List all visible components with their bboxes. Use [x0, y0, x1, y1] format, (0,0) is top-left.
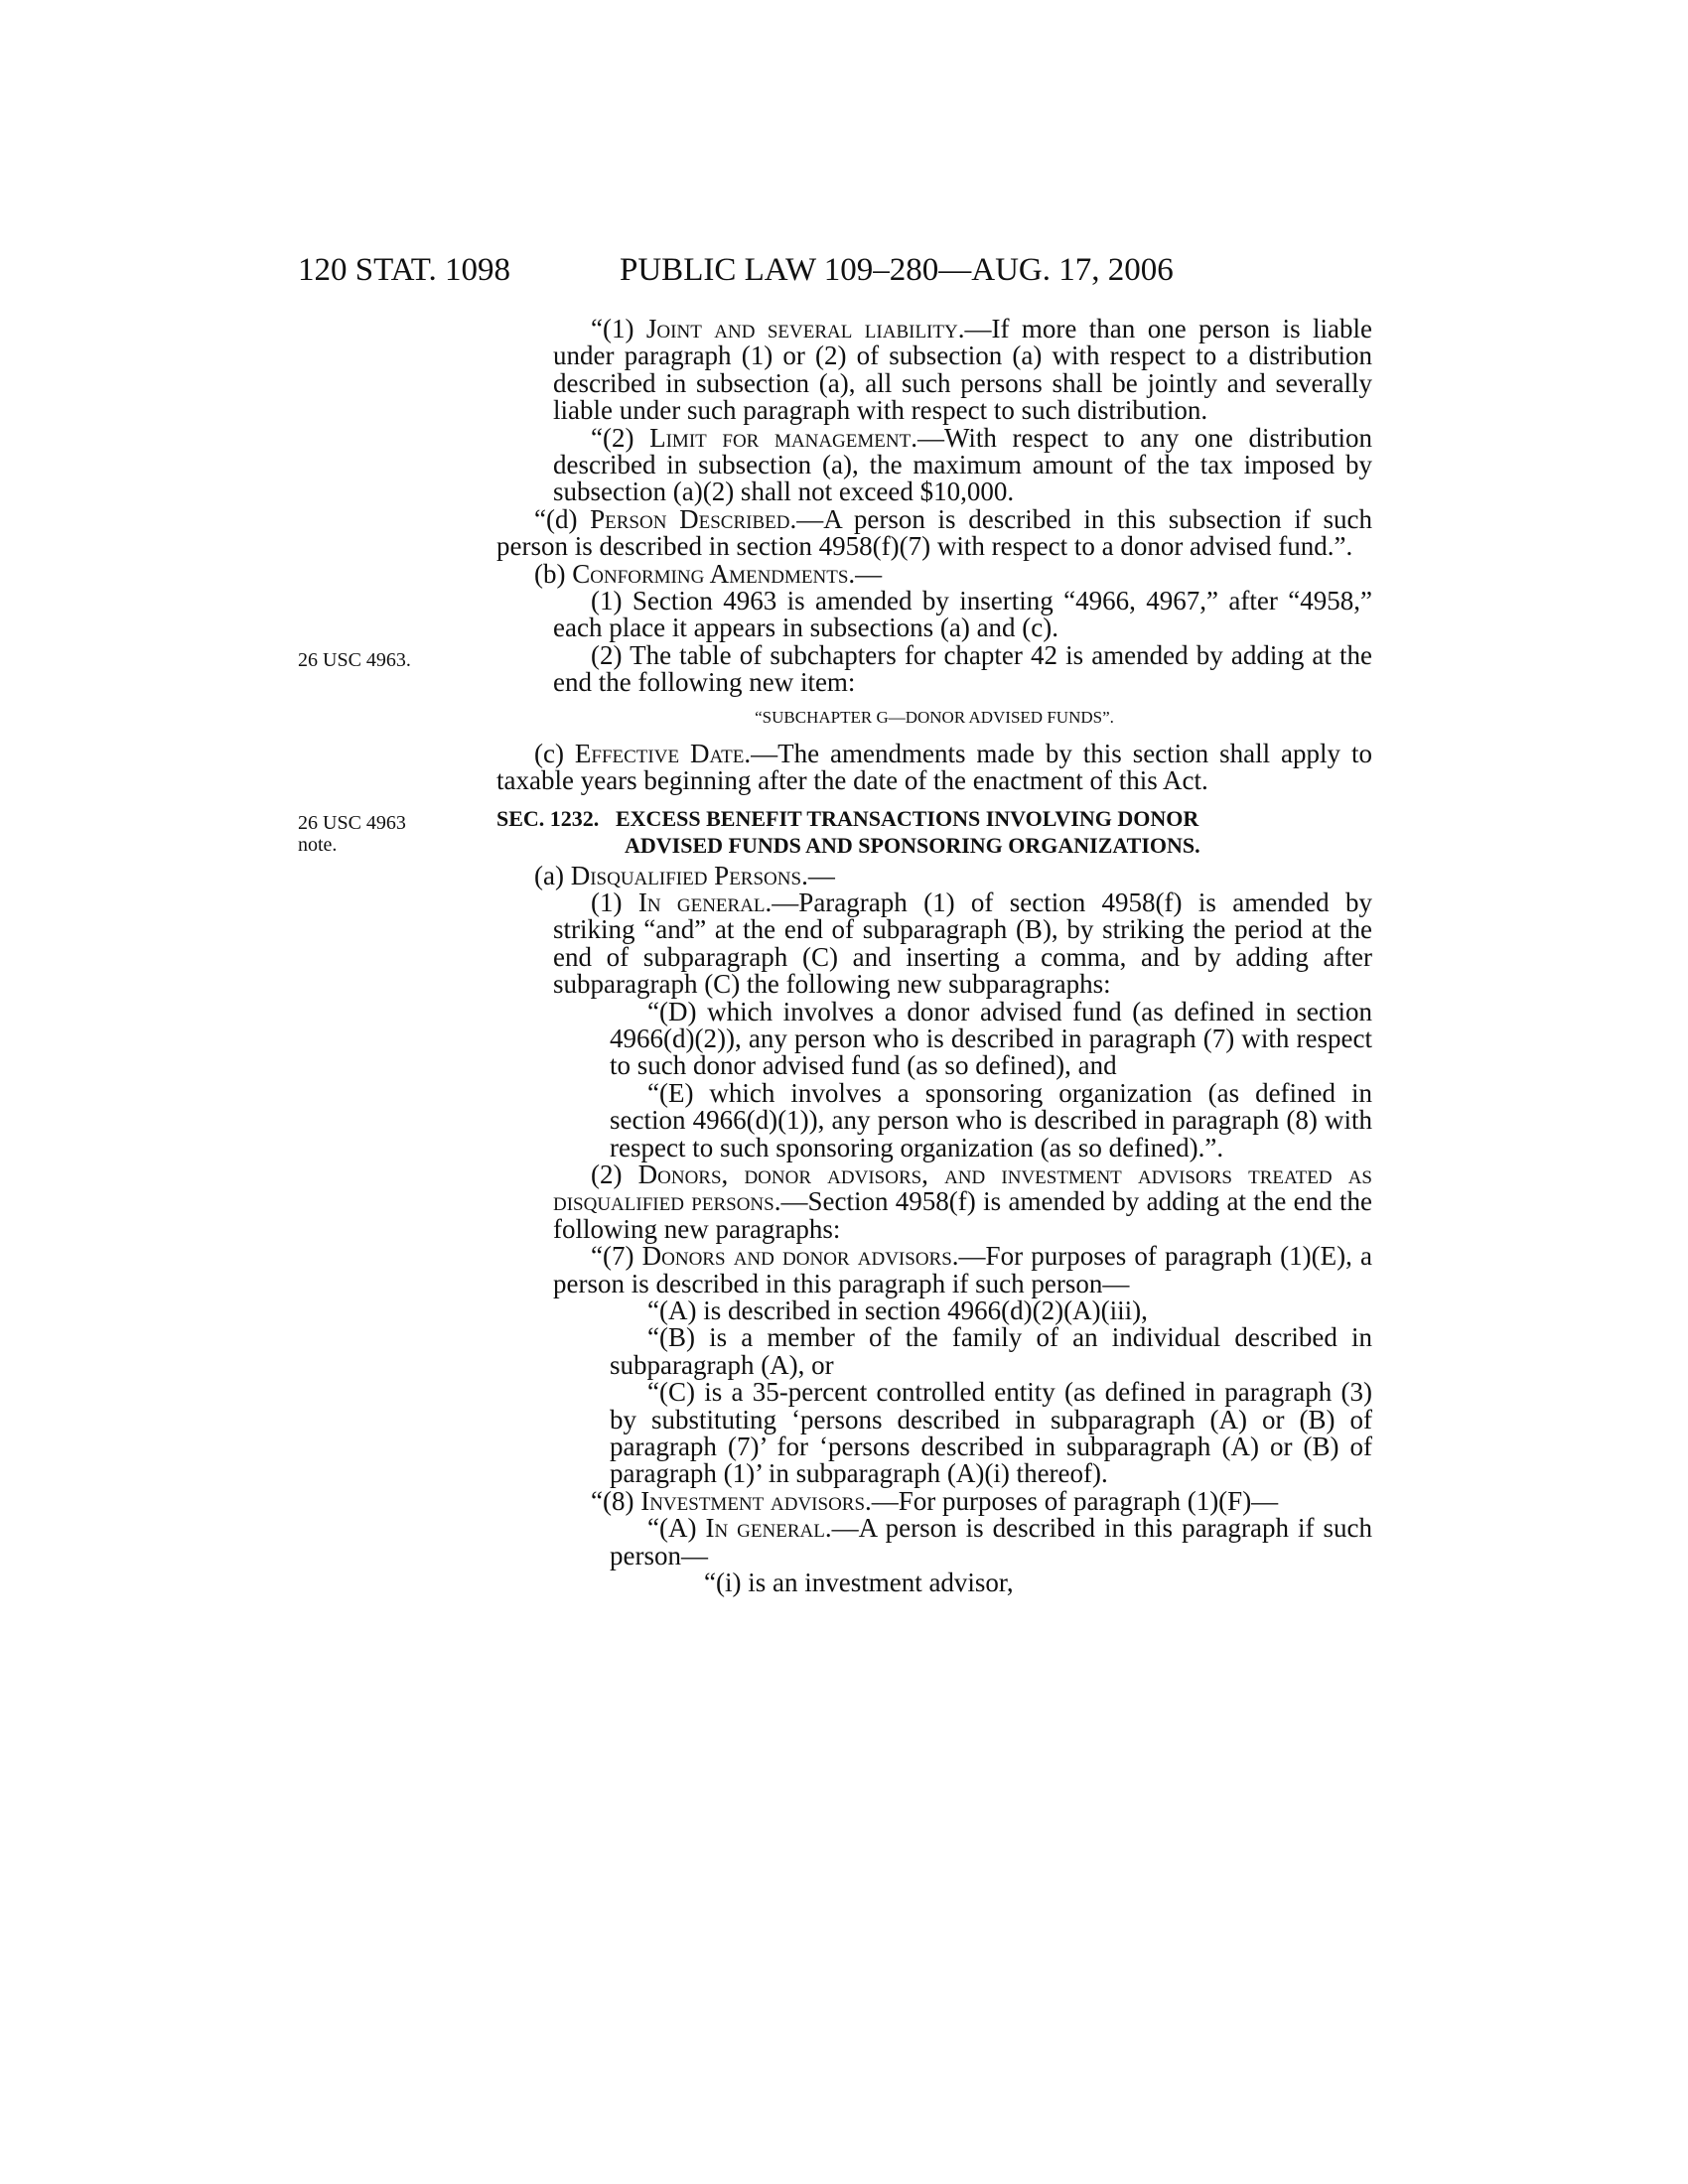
paragraph-donors-advisors-treated: (2) Donors, donor advisors, and investment advisors treated as disqualified persons.—Section 4958(f) is amended by adding at the end the following new paragraphs:: [553, 1159, 1372, 1244]
paragraph-8-investment-advisors: “(8) Investment advisors.—For purposes of paragraph (1)(F)—: [591, 1485, 1279, 1516]
margin-note-usc-4963: 26 USC 4963.: [298, 649, 411, 671]
paragraph-7-donors-and-donor-advisors: “(7) Donors and donor advisors.—For purposes of paragraph (1)(E), a person is described in this paragraph if such person—: [553, 1241, 1372, 1298]
paragraph-person-described: “(d) Person Described.—A person is described in this subsection if such person is described in section 4958(f)(7) with respect to a donor advised fund.”.: [496, 503, 1373, 562]
paragraph-table-of-subchapters: (2) The table of subchapters for chapter 42 is amended by adding at the end the following new item:: [553, 639, 1372, 698]
clause-i-investment-advisor: “(i) is an investment advisor,: [704, 1568, 1014, 1598]
paragraph-in-general: (1) In general.—Paragraph (1) of section 4958(f) is amended by striking “and” at the end of subparagraph (B), by striking the period at the end of subparagraph (C) and inserting a comma, and by adding after subparagraph (C) the following new subparagraphs:: [553, 887, 1373, 1000]
paragraph-conforming-amendments: (b) Conforming Amendments.—: [534, 558, 883, 589]
subparagraph-c-controlled-entity: “(C) is a 35-percent controlled entity (as defined in paragraph (3) by substituting ‘persons described in subparagraph (A) or (B) of paragraph (7)’ for ‘persons described in subparagraph (A) or (B) of paragraph (1)’ in subparagraph (A)(i) thereof).: [610, 1377, 1372, 1489]
paragraph-section-4963-amendment: (1) Section 4963 is amended by inserting “4966, 4967,” after “4958,” each place it appears in subsections (a) and (c).: [553, 586, 1372, 643]
subparagraph-d-donor-advised-fund: “(D) which involves a donor advised fund (as defined in section 4966(d)(2)), any person who is described in paragraph (7) with respect to such donor advised fund (as so defined), and: [610, 996, 1372, 1081]
page-header: [298, 250, 1390, 290]
section-number: SEC. 1232.: [496, 805, 600, 831]
subparagraph-b-family-member: “(B) is a member of the family of an individual described in subparagraph (A), or: [610, 1322, 1372, 1380]
statute-body: [496, 316, 1372, 1596]
new-subchapter-item: “SUBCHAPTER G—DONOR ADVISED FUNDS”.: [755, 707, 1114, 727]
section-title-line-2: ADVISED FUNDS AND SPONSORING ORGANIZATIONS.: [625, 832, 1200, 858]
subparagraph-a-described-in-section: “(A) is described in section 4966(d)(2)(A)(iii),: [647, 1296, 1148, 1325]
subparagraph-a-in-general: “(A) In general.—A person is described in this paragraph if such person—: [610, 1513, 1372, 1570]
stat-page-number: 120 STAT. 1098: [298, 252, 511, 288]
paragraph-effective-date: (c) Effective Date.—The amendments made by this section shall apply to taxable years beginning after the date of the enactment of this Act.: [496, 738, 1372, 796]
paragraph-joint-several-liability: “(1) Joint and several liability.—If more than one person is liable under paragraph (1) or (2) of subsection (a) with respect to a distribution described in subsection (a), all such persons shall be jointly and severally liable under such paragraph with respect to such distribution.: [553, 314, 1373, 426]
paragraph-limit-for-management: “(2) Limit for management.—With respect to any one distribution described in subsection (a), the maximum amount of the tax imposed by subsection (a)(2) shall not exceed $10,000.: [553, 422, 1372, 507]
subparagraph-e-sponsoring-organization: “(E) which involves a sponsoring organization (as defined in section 4966(d)(1)), any person who is described in paragraph (8) with respect to such sponsoring organization (as so defined).”.: [610, 1077, 1372, 1162]
section-heading-1232: [496, 805, 1372, 859]
public-law-title: PUBLIC LAW 109–280—AUG. 17, 2006: [620, 252, 1174, 288]
paragraph-disqualified-persons: (a) Disqualified Persons.—: [534, 860, 835, 890]
margin-note-usc-4963-note: 26 USC 4963 note.: [298, 812, 406, 856]
section-title-line-1: EXCESS BENEFIT TRANSACTIONS INVOLVING DONOR: [616, 805, 1199, 831]
